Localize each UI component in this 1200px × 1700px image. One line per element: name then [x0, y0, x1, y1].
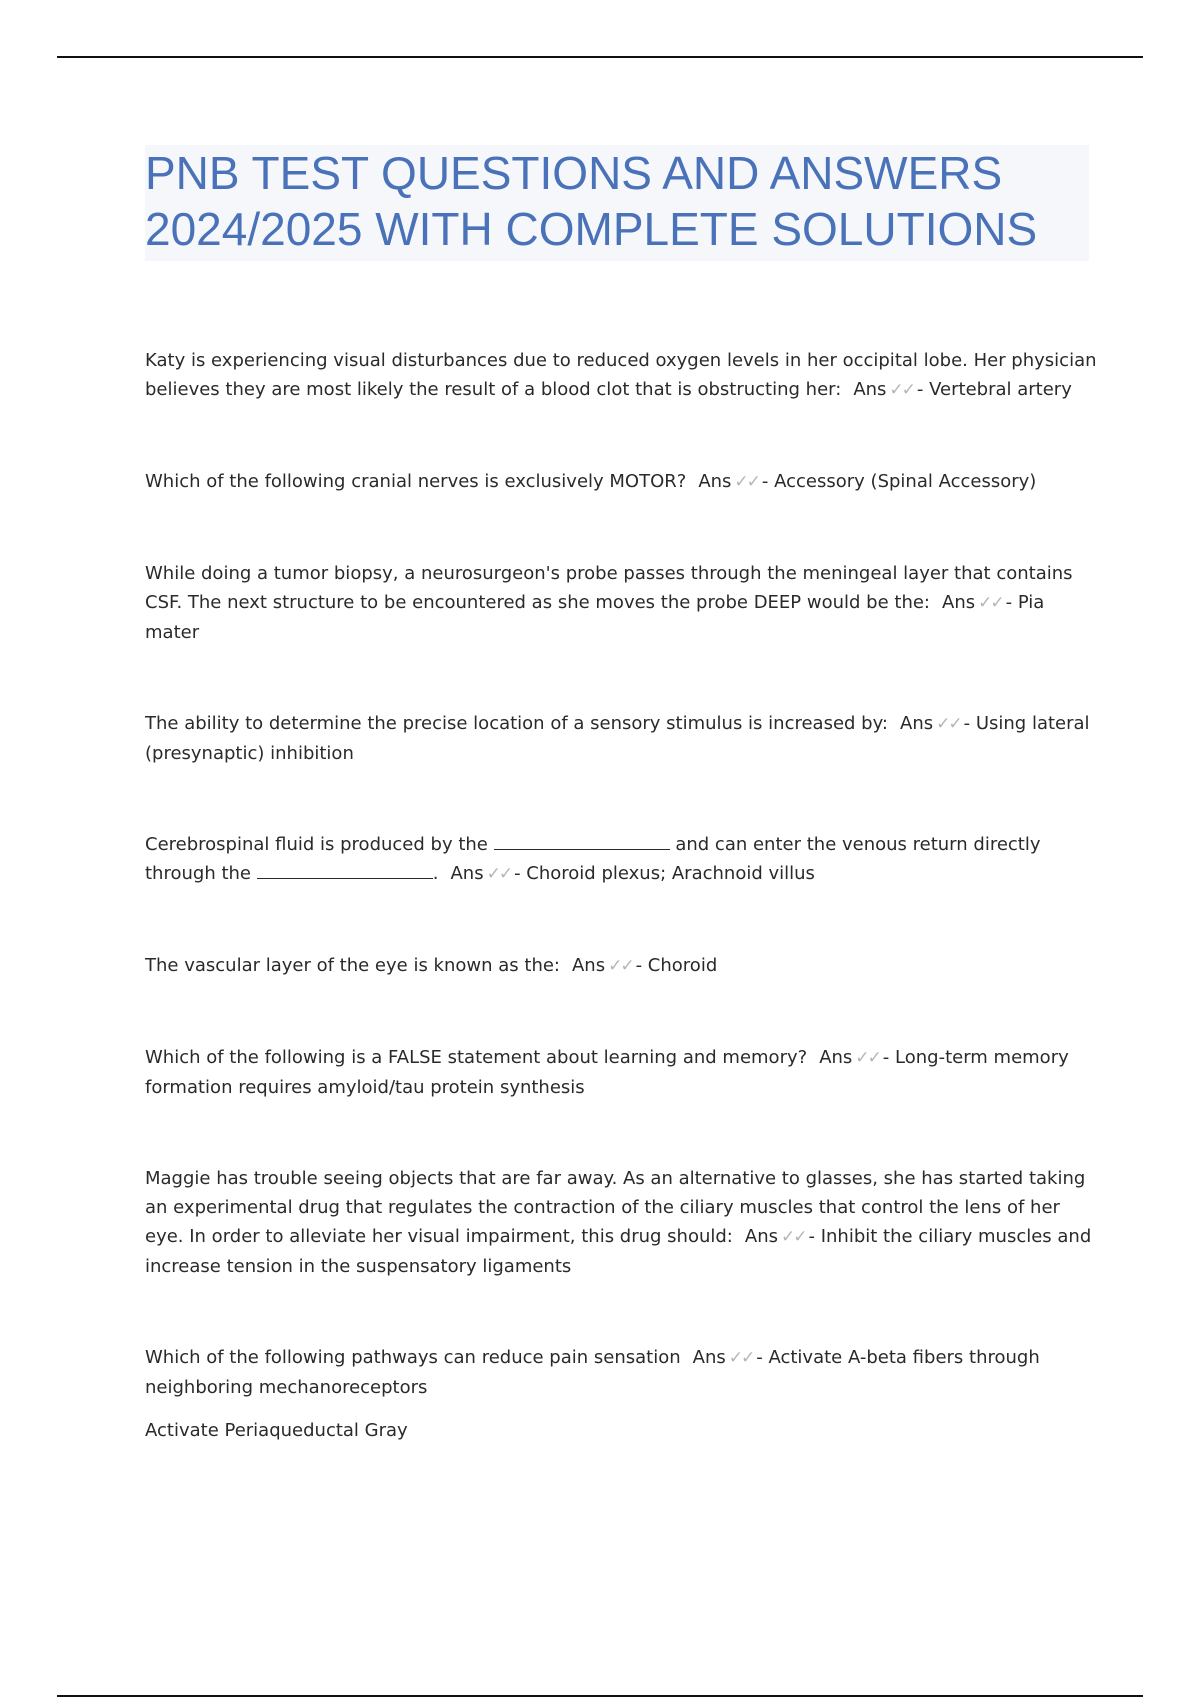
question-text: The ability to determine the precise location of a sensory stimulus is increased by:: [145, 713, 889, 734]
question-text: Which of the following pathways can reduce pain sensation: [145, 1347, 681, 1368]
double-check-icon: ✓✓: [936, 714, 961, 734]
answer-text: - Accessory (Spinal Accessory): [761, 471, 1037, 492]
ans-label: Ans: [744, 1226, 778, 1247]
ans-label: Ans: [571, 955, 606, 976]
ans-label: Ans: [698, 471, 732, 492]
answer-text: - Long-term memory formation requires amyloid/tau protein synthesis: [145, 1047, 1069, 1098]
double-check-icon: ✓✓: [728, 1348, 754, 1368]
ans-label: Ans: [853, 379, 887, 400]
answer-text: - Choroid: [635, 955, 718, 976]
blank-line: [257, 864, 433, 879]
ans-label: Ans: [692, 1347, 726, 1368]
answer-text: - Choroid plexus; Arachnoid villus: [514, 863, 815, 884]
ans-label: Ans: [819, 1047, 853, 1068]
title-line-2: 2024/2025 WITH COMPLETE SOLUTIONS: [145, 203, 1038, 255]
blank-line: [494, 835, 670, 850]
qa-item-3: [145, 559, 1100, 647]
qa-list: [145, 346, 1100, 1445]
double-check-icon: ✓✓: [608, 956, 633, 976]
ans-label: Ans: [450, 863, 484, 884]
question-text: Maggie has trouble seeing objects that are far away. As an alternative to glasses, she has started taking an experimental drug that regulates the contraction of the ciliary muscles that control the lens of her eye. In order to alleviate her visual impairment, this drug should:: [145, 1168, 1086, 1247]
qa-item-2: [145, 467, 1100, 497]
qa-item-6: [145, 951, 1100, 981]
question-text: Katy is experiencing visual disturbances due to reduced oxygen levels in her occipital lobe. Her physician believes they are most likely the result of a blood clot that is obstructing her:: [145, 350, 1097, 400]
double-check-icon: ✓✓: [855, 1048, 880, 1068]
question-text-part-2: and can enter the venous return directly through the: [145, 834, 1041, 884]
double-check-icon: ✓✓: [734, 472, 759, 492]
qa-item-8: [145, 1164, 1100, 1281]
question-text: The vascular layer of the eye is known as the:: [145, 955, 560, 976]
ans-label: Ans: [900, 713, 934, 734]
qa-item-7: [145, 1043, 1100, 1102]
double-check-icon: ✓✓: [780, 1227, 806, 1247]
qa-item-4: [145, 709, 1100, 768]
answer-text: - Pia mater: [145, 592, 1045, 643]
double-check-icon: ✓✓: [978, 593, 1003, 613]
answer-text: - Activate A-beta fibers through neighboring mechanoreceptors: [145, 1347, 1040, 1398]
qa-item-5: [145, 830, 1100, 889]
double-check-icon: ✓✓: [889, 380, 914, 400]
qa-item-1: [145, 346, 1100, 405]
title-line-1: PNB TEST QUESTIONS AND ANSWERS: [145, 147, 1003, 199]
answer-text: - Using lateral (presynaptic) inhibition: [145, 713, 1090, 764]
document-title: [145, 145, 1089, 261]
qa-item-9: [145, 1343, 1100, 1402]
bottom-rule: [57, 1695, 1143, 1697]
question-text: Which of the following is a FALSE statement about learning and memory?: [145, 1047, 808, 1068]
question-text: Which of the following cranial nerves is exclusively MOTOR?: [145, 471, 687, 492]
answer-text: - Inhibit the ciliary muscles and increase tension in the suspensatory ligaments: [145, 1226, 1092, 1277]
question-text-part-1: Cerebrospinal fluid is produced by the: [145, 834, 488, 855]
answer-text: - Vertebral artery: [916, 379, 1072, 400]
question-text-part-3: .: [432, 863, 439, 884]
double-check-icon: ✓✓: [486, 864, 512, 884]
extra-answer-line: Activate Periaqueductal Gray: [145, 1420, 408, 1441]
top-rule: [57, 56, 1143, 58]
ans-label: Ans: [942, 592, 976, 613]
question-text: While doing a tumor biopsy, a neurosurgeon's probe passes through the meningeal layer that contains CSF. The next structure to be encountered as she moves the probe DEEP would be the:: [145, 563, 1073, 613]
